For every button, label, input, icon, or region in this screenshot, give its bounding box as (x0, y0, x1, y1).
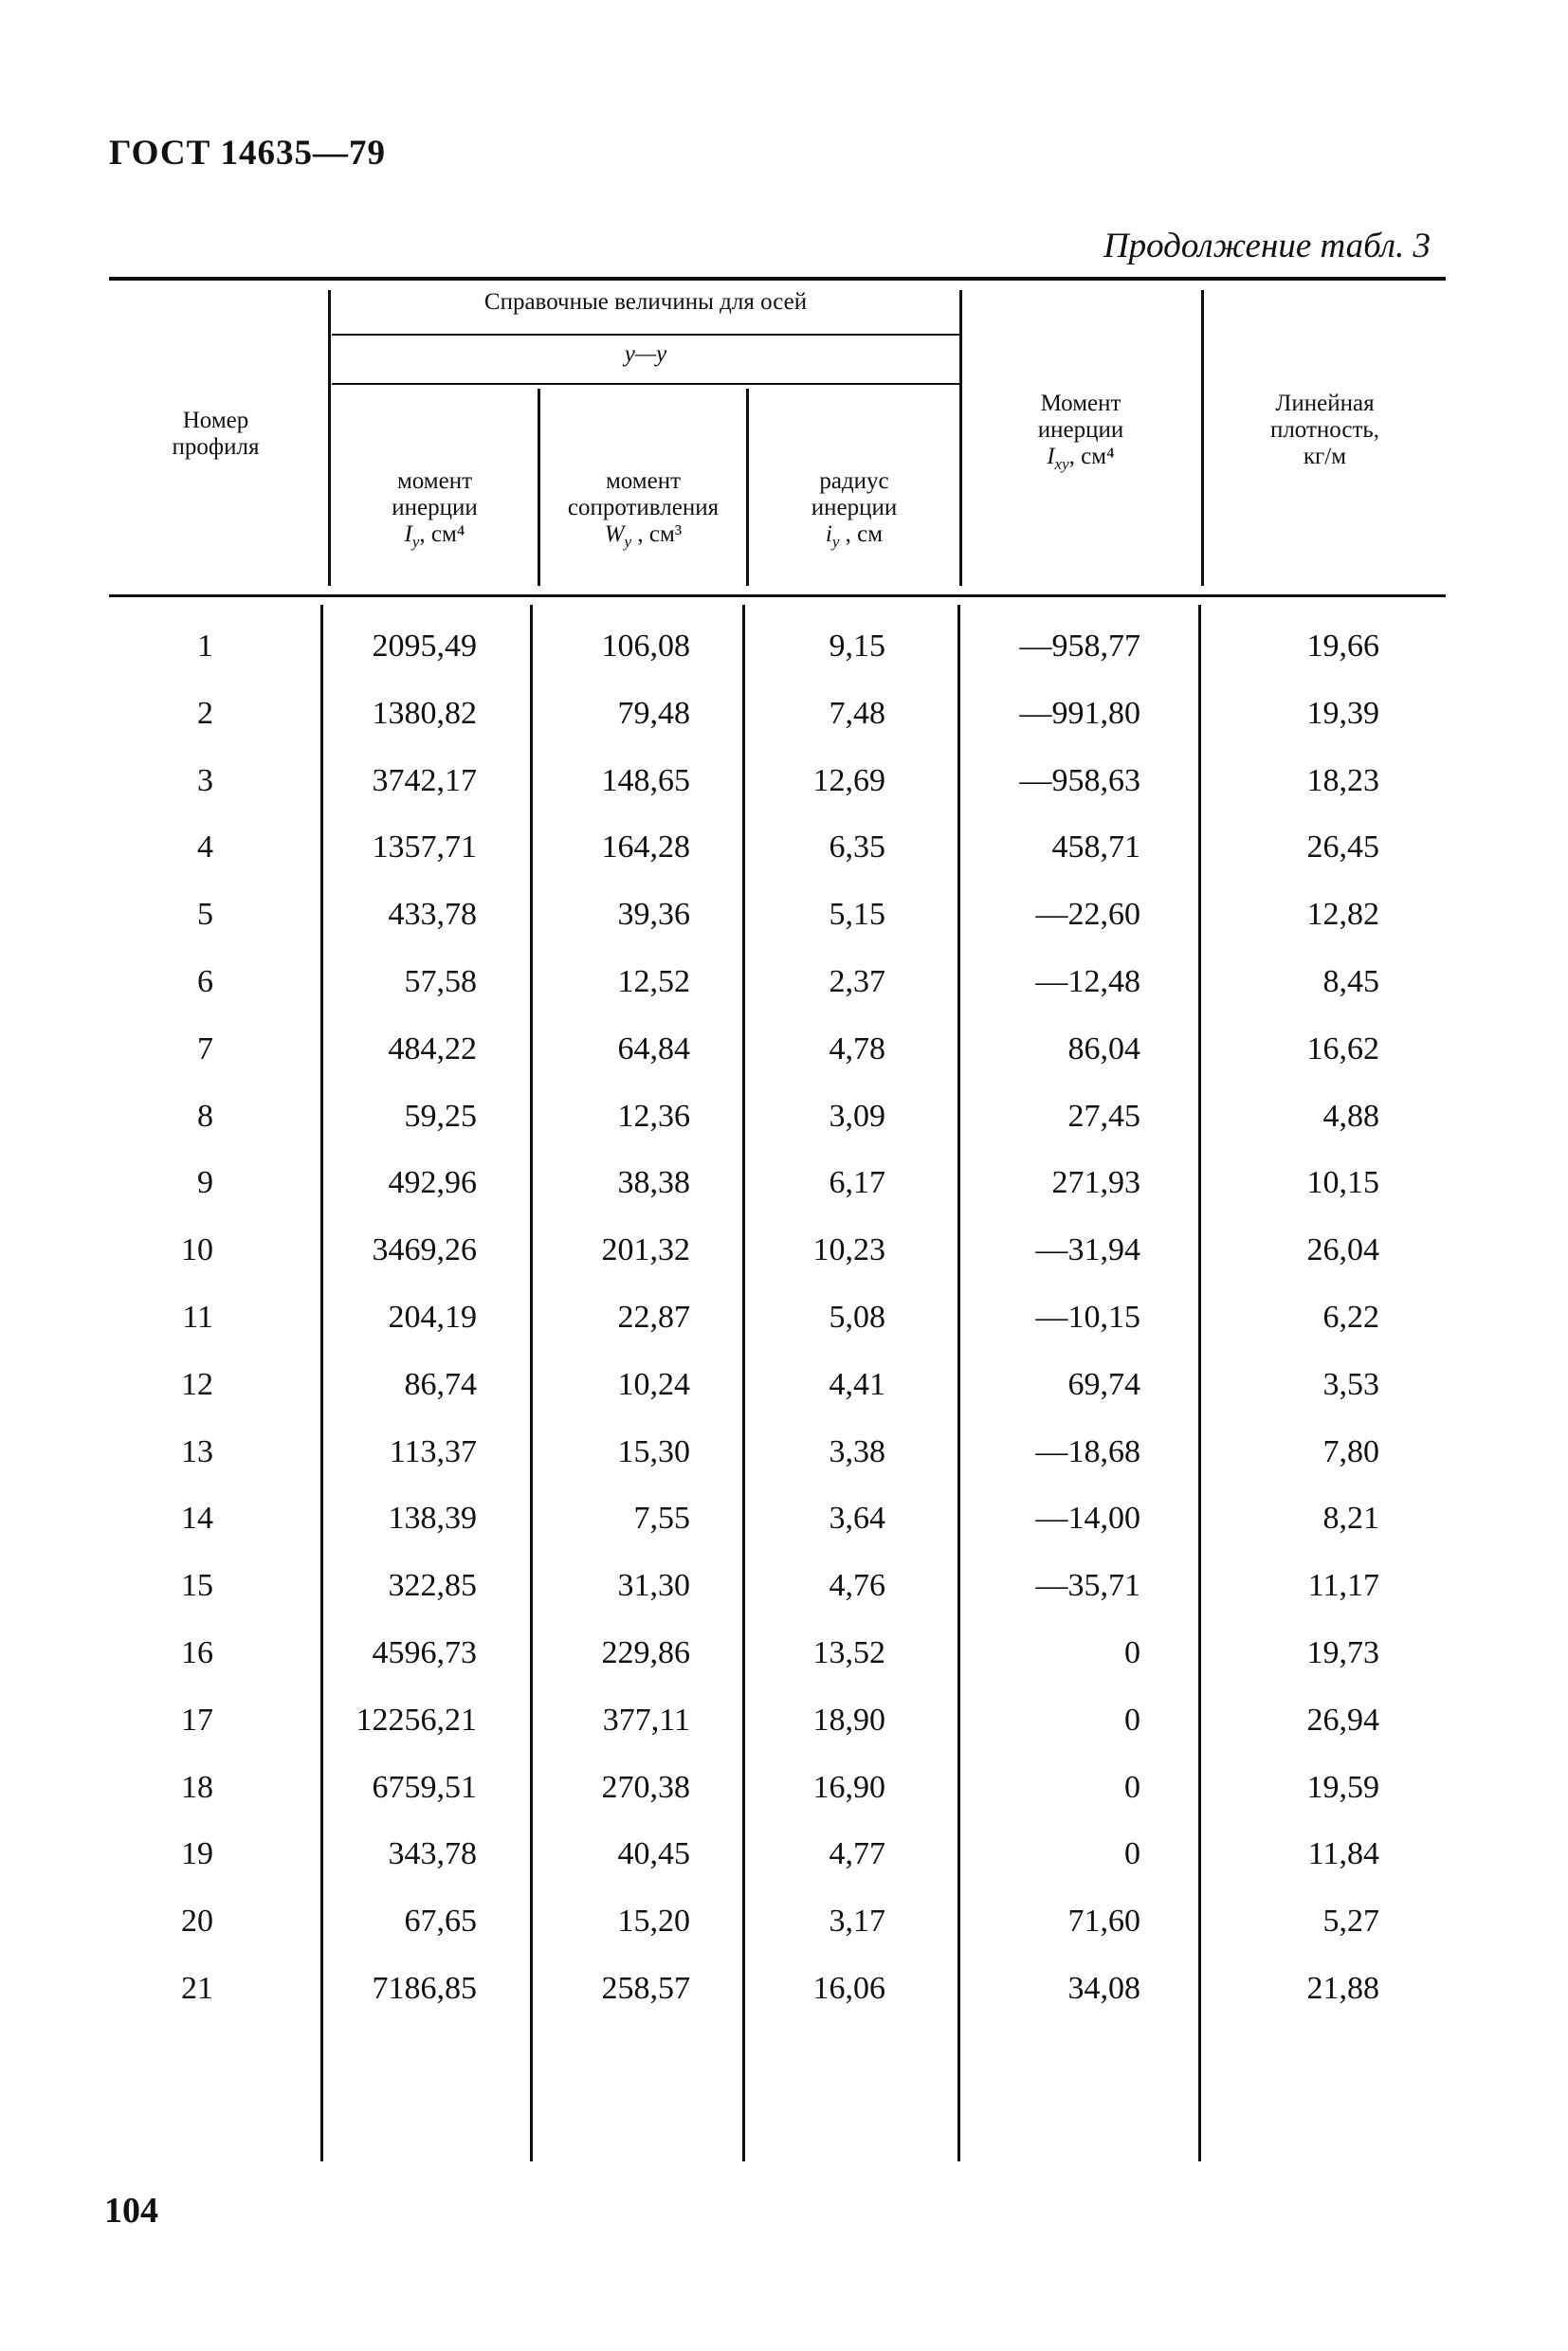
cell-radius-of-gyration-y: 4,41 (829, 1366, 885, 1402)
cell-product-of-inertia: 458,71 (1051, 829, 1140, 866)
table-row (0, 1903, 1568, 1970)
wy-subscript: y (624, 533, 632, 551)
cell-profile-number: 17 (181, 1702, 213, 1738)
cell-radius-of-gyration-y: 9,15 (829, 629, 885, 664)
cell-profile-number: 3 (197, 762, 213, 798)
cell-product-of-inertia: —12,48 (1035, 964, 1140, 999)
cell-radius-of-gyration-y: 4,76 (829, 1568, 885, 1604)
header-section-modulus-y (540, 468, 746, 556)
iy-unit: , см⁴ (419, 521, 465, 547)
cell-radius-of-gyration-y: 3,17 (829, 1904, 885, 1940)
cell-linear-density: 18,23 (1306, 762, 1379, 798)
cell-linear-density: 19,59 (1306, 1769, 1379, 1805)
table-row (0, 829, 1568, 896)
cell-linear-density: 10,15 (1306, 1165, 1379, 1201)
table-row (0, 1098, 1568, 1165)
cell-linear-density: 7,80 (1322, 1433, 1379, 1469)
cell-profile-number: 10 (181, 1232, 213, 1268)
header-axis-label: y—y (624, 341, 667, 367)
cell-profile-number: 11 (182, 1300, 213, 1335)
header-density-line2: плотность, (1269, 417, 1380, 443)
cell-product-of-inertia: 34,08 (1067, 1971, 1140, 2006)
ixy-subscript: xy (1054, 455, 1069, 473)
cell-profile-number: 9 (197, 1165, 213, 1201)
header-group-title: Справочные величины для осей (483, 289, 808, 315)
cell-linear-density: 19,66 (1306, 629, 1379, 664)
header-ry-line2: инерции (811, 495, 898, 520)
table-row (0, 1299, 1568, 1366)
cell-profile-number: 5 (197, 897, 213, 933)
cell-section-modulus-y: 39,36 (617, 897, 690, 933)
cell-radius-of-gyration-y: 3,09 (829, 1098, 885, 1134)
cell-section-modulus-y: 40,45 (617, 1836, 690, 1872)
cell-profile-number: 16 (181, 1635, 213, 1670)
header-wy-symbol (540, 521, 746, 556)
cell-product-of-inertia: 0 (1124, 1769, 1140, 1805)
cell-linear-density: 5,27 (1322, 1904, 1379, 1940)
ixy-unit: , см⁴ (1068, 444, 1115, 469)
table-continuation-caption: Продолжение табл. 3 (1103, 227, 1431, 265)
cell-profile-number: 6 (197, 964, 213, 999)
cell-linear-density: 26,04 (1306, 1232, 1379, 1268)
cell-moment-of-inertia-y: 322,85 (388, 1568, 477, 1604)
cell-radius-of-gyration-y: 6,35 (829, 829, 885, 866)
cell-radius-of-gyration-y: 13,52 (812, 1635, 885, 1670)
cell-product-of-inertia: —958,63 (1019, 762, 1140, 798)
axis-rule (332, 383, 959, 385)
cell-product-of-inertia: —31,94 (1035, 1232, 1140, 1268)
cell-profile-number: 19 (181, 1836, 213, 1872)
cell-section-modulus-y: 229,86 (601, 1635, 690, 1670)
table-row (0, 1231, 1568, 1299)
cell-section-modulus-y: 12,36 (617, 1098, 690, 1134)
cell-moment-of-inertia-y: 113,37 (389, 1433, 477, 1469)
cell-radius-of-gyration-y: 16,06 (812, 1971, 885, 2006)
header-iy-symbol (332, 521, 538, 556)
cell-section-modulus-y: 10,24 (617, 1366, 690, 1402)
table-row (0, 1769, 1568, 1836)
cell-profile-number: 14 (181, 1501, 213, 1537)
cell-linear-density: 19,73 (1306, 1635, 1379, 1670)
header-ry-line1: радиус (819, 468, 889, 494)
table-row (0, 896, 1568, 963)
table-row (0, 1433, 1568, 1501)
cell-moment-of-inertia-y: 59,25 (404, 1098, 477, 1134)
cell-profile-number: 21 (181, 1971, 213, 2006)
cell-linear-density: 12,82 (1306, 897, 1379, 933)
cell-product-of-inertia: —18,68 (1035, 1433, 1140, 1469)
cell-product-of-inertia: 86,04 (1067, 1030, 1140, 1066)
cell-product-of-inertia: 0 (1124, 1635, 1140, 1670)
cell-linear-density: 26,94 (1306, 1702, 1379, 1738)
cell-section-modulus-y: 7,55 (633, 1501, 690, 1537)
cell-product-of-inertia: —10,15 (1035, 1300, 1140, 1335)
header-moment-of-inertia-y (332, 468, 538, 556)
cell-linear-density: 11,84 (1307, 1836, 1379, 1872)
header-profile-line1: Номер (182, 408, 249, 433)
column-divider-1 (328, 290, 331, 586)
cell-moment-of-inertia-y: 204,19 (388, 1300, 477, 1335)
table-row (0, 1164, 1568, 1231)
cell-section-modulus-y: 31,30 (617, 1568, 690, 1604)
cell-linear-density: 6,22 (1322, 1300, 1379, 1335)
cell-section-modulus-y: 270,38 (601, 1769, 690, 1805)
table-row (0, 628, 1568, 695)
cell-linear-density: 3,53 (1322, 1366, 1379, 1402)
cell-section-modulus-y: 12,52 (617, 964, 690, 999)
cell-radius-of-gyration-y: 5,08 (829, 1300, 885, 1335)
table-row (0, 1702, 1568, 1769)
header-linear-density (1204, 391, 1446, 470)
table-row (0, 1835, 1568, 1903)
cell-product-of-inertia: 0 (1124, 1836, 1140, 1872)
cell-moment-of-inertia-y: 12256,21 (356, 1702, 477, 1738)
cell-moment-of-inertia-y: 484,22 (388, 1030, 477, 1066)
cell-profile-number: 4 (197, 829, 213, 866)
cell-section-modulus-y: 106,08 (601, 629, 690, 664)
cell-radius-of-gyration-y: 16,90 (812, 1769, 885, 1805)
table-row (0, 1634, 1568, 1702)
cell-moment-of-inertia-y: 6759,51 (372, 1769, 477, 1805)
header-iy-line1: момент (396, 468, 473, 494)
page-number: 104 (104, 2191, 158, 2231)
cell-section-modulus-y: 148,65 (601, 762, 690, 798)
cell-profile-number: 13 (181, 1433, 213, 1469)
ry-unit: , см (839, 521, 884, 547)
header-ixy-line1: Момент (1040, 391, 1121, 416)
cell-moment-of-inertia-y: 57,58 (404, 964, 477, 999)
header-profile-number (109, 408, 322, 461)
cell-profile-number: 2 (197, 695, 213, 731)
cell-product-of-inertia: —35,71 (1035, 1568, 1140, 1604)
cell-linear-density: 26,45 (1306, 829, 1379, 866)
cell-product-of-inertia: —991,80 (1019, 695, 1140, 731)
cell-profile-number: 7 (197, 1030, 213, 1066)
cell-linear-density: 19,39 (1306, 695, 1379, 731)
cell-profile-number: 1 (197, 629, 213, 664)
cell-product-of-inertia: 0 (1124, 1702, 1140, 1738)
header-density-line1: Линейная (1275, 391, 1375, 416)
cell-linear-density: 21,88 (1306, 1971, 1379, 2006)
cell-product-of-inertia: —958,77 (1019, 629, 1140, 664)
ixy-symbol: I (1047, 444, 1055, 469)
header-ixy-line2: инерции (1037, 417, 1124, 443)
table-row (0, 1500, 1568, 1567)
table-row (0, 762, 1568, 829)
cell-moment-of-inertia-y: 1357,71 (372, 829, 477, 866)
cell-section-modulus-y: 15,20 (617, 1904, 690, 1940)
header-ry-symbol (749, 521, 959, 556)
cell-moment-of-inertia-y: 4596,73 (372, 1635, 477, 1670)
cell-profile-number: 8 (197, 1098, 213, 1134)
header-bottom-rule (109, 594, 1446, 597)
cell-product-of-inertia: —14,00 (1035, 1501, 1140, 1537)
cell-moment-of-inertia-y: 492,96 (388, 1165, 477, 1201)
cell-section-modulus-y: 377,11 (602, 1702, 690, 1738)
cell-radius-of-gyration-y: 4,78 (829, 1030, 885, 1066)
table-row (0, 1970, 1568, 2037)
iy-symbol: I (404, 521, 412, 547)
ry-subscript: y (831, 533, 840, 551)
cell-radius-of-gyration-y: 3,38 (829, 1433, 885, 1469)
cell-section-modulus-y: 164,28 (601, 829, 690, 866)
header-ixy-symbol (962, 444, 1199, 478)
cell-section-modulus-y: 15,30 (617, 1433, 690, 1469)
cell-radius-of-gyration-y: 12,69 (812, 762, 885, 798)
header-product-of-inertia (962, 391, 1199, 478)
cell-radius-of-gyration-y: 2,37 (829, 964, 885, 999)
cell-product-of-inertia: —22,60 (1035, 897, 1140, 933)
cell-linear-density: 16,62 (1306, 1030, 1379, 1066)
cell-linear-density: 11,17 (1307, 1568, 1379, 1604)
cell-section-modulus-y: 79,48 (617, 695, 690, 731)
cell-moment-of-inertia-y: 3469,26 (372, 1232, 477, 1268)
cell-radius-of-gyration-y: 5,15 (829, 897, 885, 933)
wy-unit: , см³ (631, 521, 683, 547)
wy-symbol: W (604, 521, 625, 547)
cell-radius-of-gyration-y: 7,48 (829, 695, 885, 731)
cell-profile-number: 18 (181, 1769, 213, 1805)
cell-section-modulus-y: 38,38 (617, 1165, 690, 1201)
cell-moment-of-inertia-y: 7186,85 (372, 1971, 477, 2006)
cell-linear-density: 8,45 (1322, 964, 1379, 999)
cell-radius-of-gyration-y: 18,90 (812, 1702, 885, 1738)
cell-section-modulus-y: 22,87 (617, 1300, 690, 1335)
cell-moment-of-inertia-y: 138,39 (388, 1501, 477, 1537)
cell-profile-number: 20 (181, 1904, 213, 1940)
cell-linear-density: 4,88 (1322, 1098, 1379, 1134)
table-row (0, 963, 1568, 1030)
table-row (0, 695, 1568, 762)
header-iy-line2: инерции (392, 495, 478, 520)
header-wy-line2: сопротивления (567, 495, 720, 520)
cell-product-of-inertia: 69,74 (1067, 1366, 1140, 1402)
cell-radius-of-gyration-y: 10,23 (812, 1232, 885, 1268)
cell-moment-of-inertia-y: 2095,49 (372, 629, 477, 664)
table-top-rule (109, 277, 1446, 281)
cell-section-modulus-y: 258,57 (601, 1971, 690, 2006)
iy-subscript: y (411, 533, 420, 551)
cell-moment-of-inertia-y: 86,74 (404, 1366, 477, 1402)
cell-radius-of-gyration-y: 4,77 (829, 1836, 885, 1872)
cell-moment-of-inertia-y: 433,78 (388, 897, 477, 933)
cell-linear-density: 8,21 (1322, 1501, 1379, 1537)
cell-moment-of-inertia-y: 67,65 (404, 1904, 477, 1940)
cell-profile-number: 15 (181, 1568, 213, 1604)
cell-section-modulus-y: 201,32 (601, 1232, 690, 1268)
header-radius-of-gyration-y (749, 468, 959, 556)
ry-symbol: i (825, 521, 832, 547)
header-wy-line1: момент (605, 468, 682, 494)
cell-product-of-inertia: 27,45 (1067, 1098, 1140, 1134)
cell-product-of-inertia: 71,60 (1067, 1904, 1140, 1940)
cell-radius-of-gyration-y: 3,64 (829, 1501, 885, 1537)
cell-moment-of-inertia-y: 343,78 (388, 1836, 477, 1872)
group-title-rule (332, 334, 959, 336)
table-row (0, 1030, 1568, 1098)
header-profile-line2: профиля (172, 434, 260, 460)
cell-moment-of-inertia-y: 3742,17 (372, 762, 477, 798)
cell-radius-of-gyration-y: 6,17 (829, 1165, 885, 1201)
table-row (0, 1567, 1568, 1634)
table-row (0, 1366, 1568, 1433)
cell-moment-of-inertia-y: 1380,82 (372, 695, 477, 731)
cell-profile-number: 12 (181, 1366, 213, 1402)
cell-section-modulus-y: 64,84 (617, 1030, 690, 1066)
cell-product-of-inertia: 271,93 (1051, 1165, 1140, 1201)
header-density-line3: кг/м (1303, 444, 1347, 469)
document-code: ГОСТ 14635—79 (109, 134, 386, 173)
